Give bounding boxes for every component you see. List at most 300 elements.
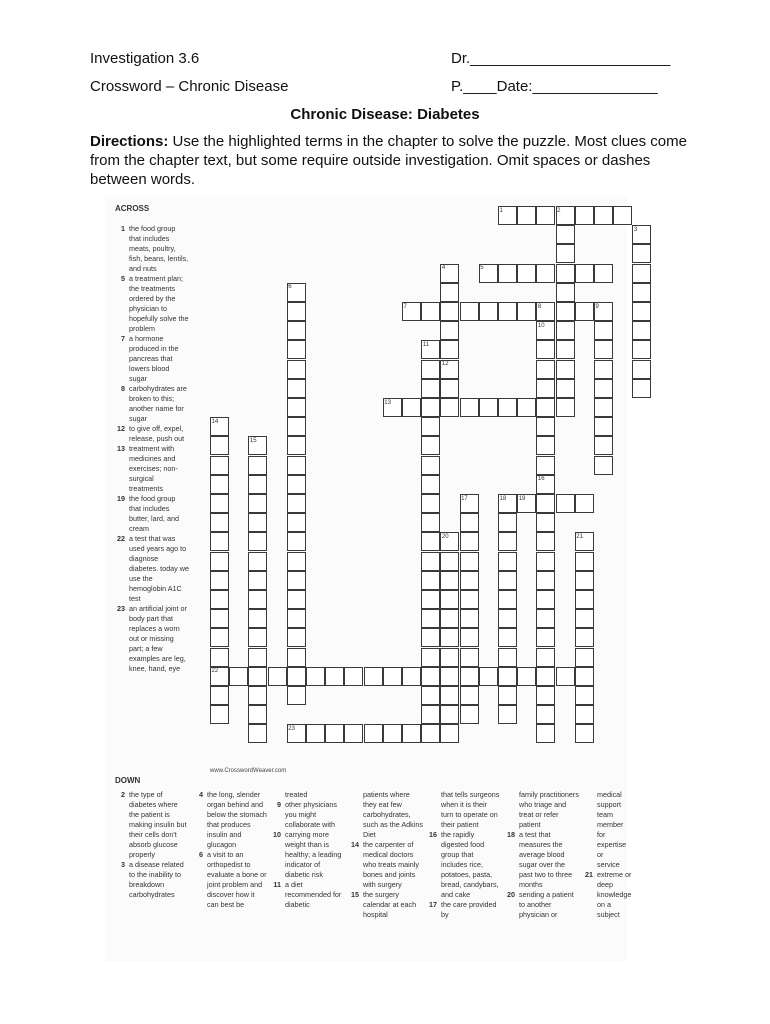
clue-number: 6: [199, 850, 203, 859]
grid-cell[interactable]: [421, 609, 440, 628]
grid-cell[interactable]: [460, 590, 479, 609]
grid-cell[interactable]: [517, 302, 536, 321]
clue-number: 5: [121, 274, 125, 283]
clue-number-label: 20: [441, 533, 449, 540]
grid-cell[interactable]: [210, 456, 229, 475]
grid-cell[interactable]: [287, 609, 306, 628]
grid-cell[interactable]: [479, 667, 498, 686]
grid-cell[interactable]: [421, 532, 440, 551]
clue-number-label: 8: [537, 303, 542, 310]
clue-text: the food group that includes butter, lard, and cream: [129, 494, 179, 533]
grid-cell[interactable]: [498, 609, 517, 628]
grid-cell[interactable]: [421, 667, 440, 686]
grid-cell[interactable]: [268, 667, 287, 686]
grid-cell[interactable]: [248, 648, 267, 667]
clue-text: the rapidly digested food group that includes rice, potatoes, pasta, bread, candybars, and cake: [441, 830, 499, 899]
grid-cell[interactable]: [460, 571, 479, 590]
grid-cell[interactable]: [556, 494, 575, 513]
down-column: [191, 790, 267, 910]
grid-cell[interactable]: [498, 648, 517, 667]
grid-cell[interactable]: [440, 552, 459, 571]
grid-cell[interactable]: [421, 648, 440, 667]
clue-number-label: 12: [441, 361, 449, 368]
grid-cell[interactable]: [210, 513, 229, 532]
grid-cell[interactable]: [536, 264, 555, 283]
clue-number-label: 3: [633, 226, 638, 233]
grid-cell[interactable]: [421, 436, 440, 455]
grid-cell[interactable]: [536, 379, 555, 398]
grid-cell[interactable]: [498, 552, 517, 571]
clue-number: [269, 790, 281, 800]
grid-cell[interactable]: [287, 379, 306, 398]
grid-cell[interactable]: [440, 609, 459, 628]
grid-cell[interactable]: [536, 628, 555, 647]
grid-cell[interactable]: [229, 667, 248, 686]
grid-cell[interactable]: [287, 571, 306, 590]
grid-cell[interactable]: [421, 705, 440, 724]
clue-number: 21: [585, 870, 593, 879]
down-clue: [191, 790, 267, 850]
grid-cell[interactable]: [421, 379, 440, 398]
grid-cell[interactable]: [287, 513, 306, 532]
directions-label: Directions:: [90, 133, 169, 150]
grid-cell[interactable]: [325, 667, 344, 686]
grid-cell[interactable]: [421, 456, 440, 475]
grid-cell[interactable]: [556, 340, 575, 359]
clue-number-label: 16: [537, 476, 545, 483]
grid-cell[interactable]: [575, 686, 594, 705]
grid-cell[interactable]: [421, 552, 440, 571]
grid-cell[interactable]: [460, 705, 479, 724]
grid-cell[interactable]: [575, 724, 594, 743]
grid-cell[interactable]: [575, 705, 594, 724]
crossword-puzzle: [105, 196, 638, 962]
down-clue: [113, 860, 187, 900]
clue-number: 22: [117, 534, 125, 543]
down-column: [269, 790, 345, 910]
grid-cell[interactable]: [460, 532, 479, 551]
grid-cell[interactable]: [536, 417, 555, 436]
clue-number: 19: [117, 494, 125, 503]
grid-cell[interactable]: [210, 648, 229, 667]
down-clue: [269, 880, 345, 910]
grid-cell[interactable]: [440, 302, 459, 321]
grid-cell[interactable]: [306, 724, 325, 743]
grid-cell[interactable]: [632, 302, 651, 321]
grid-cell[interactable]: [402, 724, 421, 743]
grid-cell[interactable]: [556, 379, 575, 398]
grid-cell[interactable]: [594, 206, 613, 225]
grid-cell[interactable]: [575, 590, 594, 609]
grid-cell[interactable]: [517, 398, 536, 417]
clue-number-label: 22: [211, 668, 219, 675]
page-title: Chronic Disease: Diabetes: [290, 106, 480, 123]
clue-number-label: 19: [518, 495, 526, 502]
grid-cell[interactable]: [498, 398, 517, 417]
grid-cell[interactable]: [575, 264, 594, 283]
clue-number: 15: [351, 890, 359, 899]
grid-cell[interactable]: [498, 628, 517, 647]
grid-cell[interactable]: [210, 686, 229, 705]
grid-cell[interactable]: [632, 379, 651, 398]
grid-cell[interactable]: [248, 609, 267, 628]
grid-cell[interactable]: [248, 475, 267, 494]
grid-cell[interactable]: [421, 360, 440, 379]
clue-text: patients where they eat few carbohydrates, such as the Adkins Diet: [363, 790, 423, 839]
grid-cell[interactable]: [594, 379, 613, 398]
grid-cell[interactable]: [421, 417, 440, 436]
clue-number: 3: [121, 860, 125, 869]
grid-cell[interactable]: [402, 398, 421, 417]
grid-cell[interactable]: [440, 283, 459, 302]
clue-text: sending a patient to another physician or: [519, 890, 574, 919]
grid-cell[interactable]: [248, 724, 267, 743]
grid-cell[interactable]: [556, 225, 575, 244]
grid-cell[interactable]: [536, 590, 555, 609]
grid-cell[interactable]: [536, 494, 555, 513]
down-column: [581, 790, 632, 920]
clue-number: 13: [117, 444, 125, 453]
grid-cell[interactable]: [498, 590, 517, 609]
down-clue: [347, 890, 423, 920]
grid-cell[interactable]: [210, 552, 229, 571]
grid-cell[interactable]: [479, 302, 498, 321]
period-date-field: P.____Date:_______________: [451, 78, 658, 95]
grid-cell[interactable]: [440, 571, 459, 590]
clue-number: [581, 790, 593, 870]
clue-number-label: 15: [249, 437, 257, 444]
clue-number: 1: [121, 224, 125, 233]
directions-text: Use the highlighted terms in the chapter to solve the puzzle. Most clues come from the chapter text, but some require outside investigation. Omit spaces or dashes between words.: [90, 133, 687, 188]
clue-text: that tells surgeons when it is their turn to operate on their patient: [441, 790, 500, 829]
down-clue: [113, 790, 187, 860]
clue-number: 11: [273, 880, 281, 889]
grid-cell[interactable]: [594, 398, 613, 417]
grid-cell[interactable]: [517, 206, 536, 225]
grid-cell[interactable]: [287, 532, 306, 551]
clue-number-label: 21: [576, 533, 583, 540]
grid-cell[interactable]: [440, 398, 459, 417]
grid-cell[interactable]: [344, 667, 363, 686]
grid-cell[interactable]: [575, 552, 594, 571]
clue-number-label: 1: [499, 207, 503, 214]
grid-cell[interactable]: [287, 648, 306, 667]
grid-cell[interactable]: [306, 667, 325, 686]
clue-text: a hormone produced in the pancreas that lowers blood sugar: [129, 334, 179, 383]
grid-cell[interactable]: [536, 206, 555, 225]
grid-cell[interactable]: [556, 398, 575, 417]
grid-cell[interactable]: [498, 532, 517, 551]
grid-cell[interactable]: [575, 206, 594, 225]
grid-cell[interactable]: [536, 513, 555, 532]
down-column: [347, 790, 423, 920]
clue-number-label: 18: [499, 495, 507, 502]
grid-cell[interactable]: [344, 724, 363, 743]
grid-cell[interactable]: [632, 264, 651, 283]
grid-cell[interactable]: [248, 590, 267, 609]
grid-cell[interactable]: [575, 302, 594, 321]
grid-cell[interactable]: [364, 724, 383, 743]
grid-cell[interactable]: [287, 667, 306, 686]
grid-cell[interactable]: [536, 609, 555, 628]
grid-cell[interactable]: [460, 552, 479, 571]
clue-text: other physicians you might collaborate with: [285, 800, 337, 829]
down-column: [425, 790, 501, 920]
grid-cell[interactable]: [210, 494, 229, 513]
clue-number-label: 5: [480, 265, 484, 272]
grid-cell[interactable]: [536, 705, 555, 724]
grid-cell[interactable]: [210, 571, 229, 590]
grid-cell[interactable]: [210, 475, 229, 494]
grid-cell[interactable]: [421, 590, 440, 609]
grid-cell[interactable]: [460, 628, 479, 647]
grid-cell[interactable]: [594, 360, 613, 379]
grid-cell[interactable]: [536, 648, 555, 667]
grid-cell[interactable]: [210, 436, 229, 455]
grid-cell[interactable]: [383, 724, 402, 743]
grid-cell[interactable]: [248, 686, 267, 705]
grid-cell[interactable]: [440, 379, 459, 398]
grid-cell[interactable]: [287, 552, 306, 571]
grid-cell[interactable]: [287, 590, 306, 609]
grid-cell[interactable]: [460, 667, 479, 686]
grid-cell[interactable]: [460, 686, 479, 705]
grid-cell[interactable]: [287, 417, 306, 436]
grid-cell[interactable]: [440, 686, 459, 705]
grid-cell[interactable]: [440, 321, 459, 340]
clue-number-label: 7: [403, 303, 407, 310]
down-clue: [269, 790, 345, 800]
grid-cell[interactable]: [536, 398, 555, 417]
down-clue: [425, 790, 501, 830]
grid-cell[interactable]: [575, 628, 594, 647]
grid-cell[interactable]: [556, 321, 575, 340]
clue-number: 23: [117, 604, 125, 613]
grid-cell[interactable]: [421, 686, 440, 705]
grid-cell[interactable]: [517, 264, 536, 283]
grid-cell[interactable]: [383, 667, 402, 686]
down-clue: [503, 790, 579, 830]
grid-cell[interactable]: [248, 532, 267, 551]
clue-text: treatment with medicines and exercises; non-surgical treatments: [129, 444, 178, 493]
grid-cell[interactable]: [287, 360, 306, 379]
grid-cell[interactable]: [556, 667, 575, 686]
clue-number-label: 13: [384, 399, 391, 406]
grid-cell[interactable]: [440, 590, 459, 609]
grid-cell[interactable]: [210, 532, 229, 551]
grid-cell[interactable]: [498, 513, 517, 532]
grid-cell[interactable]: [421, 571, 440, 590]
grid-cell[interactable]: [498, 302, 517, 321]
grid-cell[interactable]: [287, 494, 306, 513]
grid-cell[interactable]: [364, 667, 383, 686]
grid-cell[interactable]: [632, 360, 651, 379]
down-clue: [269, 830, 345, 880]
down-heading: DOWN: [115, 776, 141, 785]
clue-text: a visit to an orthopedist to evaluate a bone or joint problem and discover how it can best be: [207, 850, 267, 909]
down-clue: [269, 800, 345, 830]
grid-cell[interactable]: [287, 302, 306, 321]
grid-cell[interactable]: [536, 686, 555, 705]
grid-cell[interactable]: [536, 532, 555, 551]
clue-number-label: 11: [422, 341, 429, 348]
grid-cell[interactable]: [536, 667, 555, 686]
down-clue: [191, 850, 267, 910]
clue-number-label: 14: [211, 418, 219, 425]
grid-cell[interactable]: [402, 667, 421, 686]
grid-cell[interactable]: [421, 724, 440, 743]
grid-cell[interactable]: [440, 340, 459, 359]
clue-number-label: 2: [557, 207, 561, 214]
grid-cell[interactable]: [440, 628, 459, 647]
grid-cell[interactable]: [440, 648, 459, 667]
grid-cell[interactable]: [210, 590, 229, 609]
grid-cell[interactable]: [287, 475, 306, 494]
clue-text: an artificial joint or body part that replaces a worn out or missing part; a few examples are leg, knee, hand, eye: [129, 604, 187, 673]
grid-cell[interactable]: [287, 436, 306, 455]
grid-cell[interactable]: [536, 724, 555, 743]
clue-text: a test that was used years ago to diagnose diabetes. today we use the hemoglobin A1C test: [129, 534, 189, 603]
grid-cell[interactable]: [460, 302, 479, 321]
down-clue: [581, 790, 625, 870]
grid-cell[interactable]: [287, 321, 306, 340]
down-column: [503, 790, 579, 920]
grid-cell[interactable]: [248, 628, 267, 647]
grid-cell[interactable]: [556, 302, 575, 321]
grid-cell[interactable]: [594, 340, 613, 359]
grid-cell[interactable]: [248, 494, 267, 513]
down-clue: [347, 840, 423, 890]
clue-number: [347, 790, 359, 840]
grid-cell[interactable]: [536, 360, 555, 379]
crosswordweaver-credit: www.CrosswordWeaver.com: [210, 768, 287, 774]
grid-cell[interactable]: [498, 705, 517, 724]
grid-cell[interactable]: [594, 456, 613, 475]
grid-cell[interactable]: [440, 667, 459, 686]
clue-text: the type of diabetes where the patient is making insulin but their cells don't absorb glucose properly: [129, 790, 187, 859]
clue-number: 17: [429, 900, 437, 909]
clue-number: 4: [199, 790, 203, 799]
grid-cell[interactable]: [210, 609, 229, 628]
grid-cell[interactable]: [632, 283, 651, 302]
down-clue: [503, 830, 579, 890]
grid-cell[interactable]: [556, 244, 575, 263]
clue-text: the long, slender organ behind and below the stomach that produces insulin and glucagon: [207, 790, 267, 849]
clue-text: a treatment plan; the treatments ordered by the physician to hopefully solve the problem: [129, 274, 189, 333]
grid-cell[interactable]: [421, 302, 440, 321]
grid-cell[interactable]: [325, 724, 344, 743]
grid-cell[interactable]: [536, 340, 555, 359]
grid-cell[interactable]: [594, 321, 613, 340]
clue-number: 20: [507, 890, 515, 899]
clue-number: 8: [121, 384, 125, 393]
grid-cell[interactable]: [594, 264, 613, 283]
clue-text: the surgery calendar at each hospital: [363, 890, 417, 919]
clue-text: the food group that includes meats, poultry, fish, beans, lentils, and nuts: [129, 224, 189, 273]
grid-cell[interactable]: [575, 571, 594, 590]
grid-cell[interactable]: [632, 321, 651, 340]
grid-cell[interactable]: [575, 494, 594, 513]
grid-cell[interactable]: [248, 456, 267, 475]
grid-cell[interactable]: [594, 436, 613, 455]
grid-cell[interactable]: [460, 513, 479, 532]
grid-cell[interactable]: [440, 705, 459, 724]
grid-cell[interactable]: [536, 456, 555, 475]
grid-cell[interactable]: [536, 552, 555, 571]
clue-number-label: 10: [537, 322, 545, 329]
clue-number: 7: [121, 334, 125, 343]
investigation-label: Investigation 3.6: [90, 50, 200, 67]
grid-cell[interactable]: [536, 436, 555, 455]
grid-cell[interactable]: [440, 724, 459, 743]
clue-number-label: 4: [441, 265, 446, 272]
clue-number: 12: [117, 424, 125, 433]
grid-cell[interactable]: [421, 494, 440, 513]
clue-number: 18: [507, 830, 515, 839]
grid-cell[interactable]: [575, 667, 594, 686]
down-clue-columns: [105, 790, 632, 960]
grid-cell[interactable]: [632, 244, 651, 263]
clue-number: 10: [273, 830, 281, 839]
clue-number: 14: [351, 840, 359, 849]
grid-cell[interactable]: [460, 609, 479, 628]
grid-cell[interactable]: [575, 648, 594, 667]
grid-cell[interactable]: [556, 283, 575, 302]
grid-cell[interactable]: [248, 552, 267, 571]
clue-number-label: 9: [595, 303, 599, 310]
grid-cell[interactable]: [594, 417, 613, 436]
grid-cell[interactable]: [556, 360, 575, 379]
clue-text: the care provided by: [441, 900, 497, 919]
grid-cell[interactable]: [287, 686, 306, 705]
grid-cell[interactable]: [575, 609, 594, 628]
grid-cell[interactable]: [498, 667, 517, 686]
grid-cell[interactable]: [632, 340, 651, 359]
grid-cell[interactable]: [613, 206, 632, 225]
grid-cell[interactable]: [421, 475, 440, 494]
clue-number-label: 23: [288, 725, 295, 732]
worksheet-subtitle: Crossword – Chronic Disease: [90, 78, 289, 95]
grid-cell[interactable]: [287, 340, 306, 359]
grid-cell[interactable]: [248, 571, 267, 590]
grid-cell[interactable]: [248, 513, 267, 532]
grid-cell[interactable]: [498, 686, 517, 705]
grid-cell[interactable]: [287, 398, 306, 417]
grid-cell[interactable]: [498, 571, 517, 590]
grid-cell[interactable]: [421, 628, 440, 647]
grid-cell[interactable]: [460, 398, 479, 417]
down-clue: [581, 870, 632, 920]
down-column: [113, 790, 187, 900]
down-clue: [347, 790, 423, 840]
grid-cell[interactable]: [479, 398, 498, 417]
clue-number: [503, 790, 515, 830]
grid-cell[interactable]: [498, 264, 517, 283]
grid-cell[interactable]: [287, 628, 306, 647]
grid-cell[interactable]: [421, 513, 440, 532]
grid-cell[interactable]: [536, 571, 555, 590]
grid-cell[interactable]: [517, 667, 536, 686]
grid-cell[interactable]: [287, 456, 306, 475]
grid-cell[interactable]: [421, 398, 440, 417]
grid-cell[interactable]: [210, 705, 229, 724]
grid-cell[interactable]: [248, 705, 267, 724]
grid-cell[interactable]: [210, 628, 229, 647]
grid-cell[interactable]: [460, 648, 479, 667]
grid-cell[interactable]: [248, 667, 267, 686]
clue-text: family practitioners who triage and treat or refer patient: [519, 790, 579, 829]
grid-cell[interactable]: [556, 264, 575, 283]
